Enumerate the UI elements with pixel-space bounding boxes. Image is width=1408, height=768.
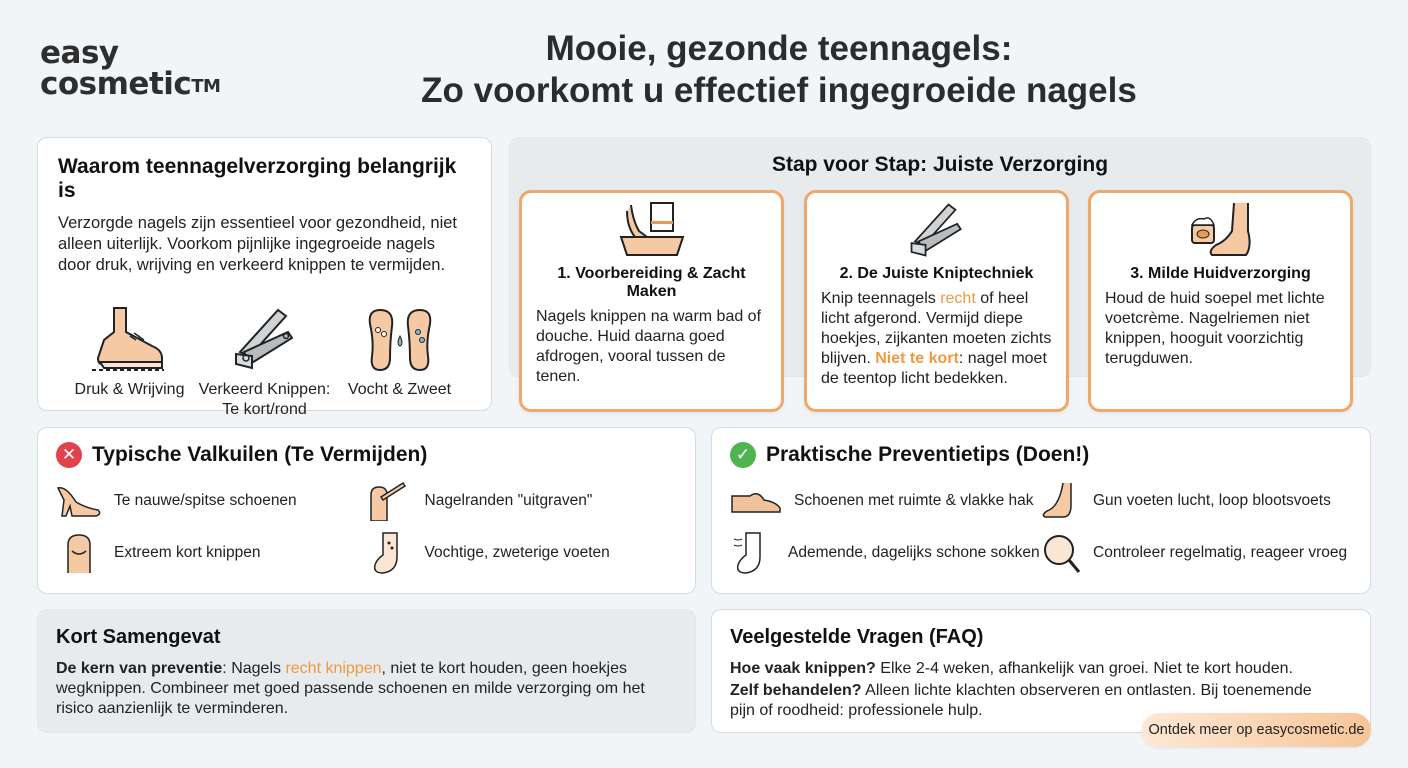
foot-bath-icon xyxy=(617,201,687,259)
flat-shoe-icon xyxy=(730,486,782,516)
steps-title: Stap voor Stap: Juiste Verzorging xyxy=(771,153,1109,176)
clean-sock-icon xyxy=(730,531,776,575)
damp-sock-icon xyxy=(367,531,413,575)
step-title: 1. Voorbereiding & Zacht Maken xyxy=(557,265,746,300)
list-item: Extreem kort knippen xyxy=(56,534,367,572)
sweaty-feet-icon xyxy=(362,306,438,372)
why-item: Vocht & Zweet xyxy=(332,306,467,420)
why-item: Druk & Wrijving xyxy=(62,306,197,420)
short-nail-icon xyxy=(56,533,102,573)
magnifier-icon xyxy=(1041,532,1081,574)
tips-title: Praktische Preventietips (Doen!) xyxy=(766,443,1090,466)
check-icon: ✓ xyxy=(730,442,756,468)
step-body: Nagels knippen na warm bad of douche. Huid daarna goed afdrogen, vooral tussen de tenen. xyxy=(536,308,762,385)
foot-cream-icon xyxy=(1186,201,1256,259)
summary-card xyxy=(37,609,696,733)
why-item: Verkeerd Knippen: Te kort/rond xyxy=(197,306,332,420)
faq-item: Hoe vaak knippen? Elke 2-4 weken, afhankelijk van groei. Niet te kort houden. xyxy=(730,660,1293,677)
list-item: Te nauwe/spitse schoenen xyxy=(56,482,367,520)
shoe-pressure-icon xyxy=(92,306,168,372)
high-heel-icon xyxy=(56,484,102,518)
list-item: Controleer regelmatig, reageer vroeg xyxy=(1041,534,1352,572)
list-item: Vochtige, zweterige voeten xyxy=(367,534,678,572)
error-icon: ✕ xyxy=(56,442,82,468)
pitfalls-card xyxy=(37,427,696,594)
step-body: Houd de huid soepel met lichte voetcrème. Nagelriemen niet knippen, hooguit voorzichtig terugduwen. xyxy=(1105,290,1325,367)
nail-digging-icon xyxy=(367,481,413,521)
step-title: 2. De Juiste Kniptechniek xyxy=(839,265,1034,282)
faq-item: Zelf behandelen? Alleen lichte klachten observeren en ontlasten. Bij toenemende pijn of roodheid: professionele hulp. xyxy=(730,682,1312,719)
why-card xyxy=(37,137,492,418)
list-item: Ademende, dagelijks schone sokken xyxy=(730,534,1041,572)
list-item: Schoenen met ruimte & vlakke hak xyxy=(730,482,1041,520)
step-title: 3. Milde Huidverzorging xyxy=(1130,265,1311,282)
list-item: Gun voeten lucht, loop blootsvoets xyxy=(1041,482,1352,520)
nail-clipper-icon xyxy=(230,306,300,372)
faq-title: Veelgestelde Vragen (FAQ) xyxy=(730,626,984,648)
page-title: Mooie, gezonde teennagels: Zo voorkomt u effectief ingegroeide nagels xyxy=(421,29,1137,110)
step-card xyxy=(519,190,784,412)
step-card xyxy=(1088,190,1353,412)
step-body: Knip teennagels recht of heel licht afgerond. Vermijd diepe hoekjes, zijkanten moeten zichts blijven. Niet te kort: nagel moet de teentop licht bedekken. xyxy=(821,290,1052,387)
why-body: Verzorgde nagels zijn essentieel voor gezondheid, niet alleen uiterlijk. Voorkom pijnlijke ingegroeide nagels door druk, wrijving en verkeerd knippen te vermijden. xyxy=(58,214,458,274)
nail-clipper-icon xyxy=(904,201,970,259)
bare-foot-icon xyxy=(1041,483,1081,519)
list-item: Nagelranden "uitgraven" xyxy=(367,482,678,520)
brand-logo: easy cosmetic™ xyxy=(40,35,221,102)
step-card xyxy=(804,190,1069,412)
cta-link-button[interactable]: Ontdek meer op easycosmetic.de xyxy=(1142,713,1371,747)
why-title: Waarom teennagelverzorging belangrijk is xyxy=(58,155,457,202)
tips-card xyxy=(711,427,1371,594)
summary-body: De kern van preventie: Nagels recht knippen, niet te kort houden, geen hoekjes wegknippen. Combineer met goed passende schoenen en milde verzorging om het risico aanzienlijk te verminderen. xyxy=(56,660,645,717)
summary-title: Kort Samengevat xyxy=(56,626,221,648)
pitfalls-title: Typische Valkuilen (Te Vermijden) xyxy=(92,443,428,466)
